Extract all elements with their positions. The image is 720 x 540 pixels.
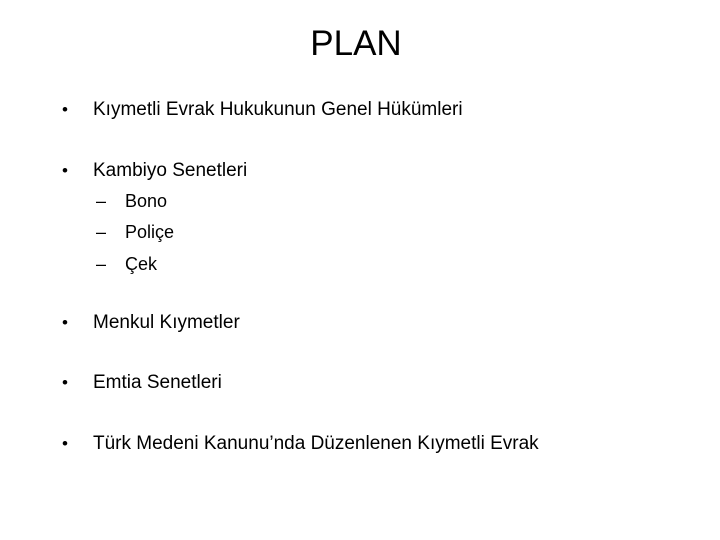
- slide-title: PLAN: [310, 24, 402, 63]
- bullet-marker: •: [62, 313, 68, 332]
- bullet-item: [62, 159, 247, 183]
- sub-bullet-marker: –: [96, 191, 107, 211]
- sub-bullet-item: [96, 252, 157, 276]
- bullet-text: Emtia Senetleri: [93, 372, 222, 393]
- bullet-marker: •: [62, 373, 68, 392]
- sub-bullet-text: Çek: [125, 254, 158, 274]
- bullet-text: Türk Medeni Kanunu’nda Düzenlenen Kıymetli Evrak: [93, 433, 539, 454]
- bullet-marker: •: [62, 434, 68, 453]
- bullet-item: [62, 432, 539, 456]
- bullet-marker: •: [62, 161, 68, 180]
- sub-bullet-marker: –: [96, 254, 107, 274]
- sub-bullet-item: [96, 189, 167, 213]
- sub-bullet-text: Poliçe: [125, 222, 175, 242]
- bullet-text: Menkul Kıymetler: [93, 312, 240, 333]
- sub-bullet-item: [96, 220, 174, 244]
- sub-bullet-marker: –: [96, 222, 107, 242]
- bullet-item: [62, 371, 222, 395]
- sub-bullet-text: Bono: [125, 191, 168, 211]
- bullet-text: Kambiyo Senetleri: [93, 160, 248, 181]
- bullet-item: [62, 311, 240, 335]
- bullet-item: [62, 98, 463, 122]
- bullet-marker: •: [62, 100, 68, 119]
- bullet-text: Kıymetli Evrak Hukukunun Genel Hükümleri: [93, 99, 463, 120]
